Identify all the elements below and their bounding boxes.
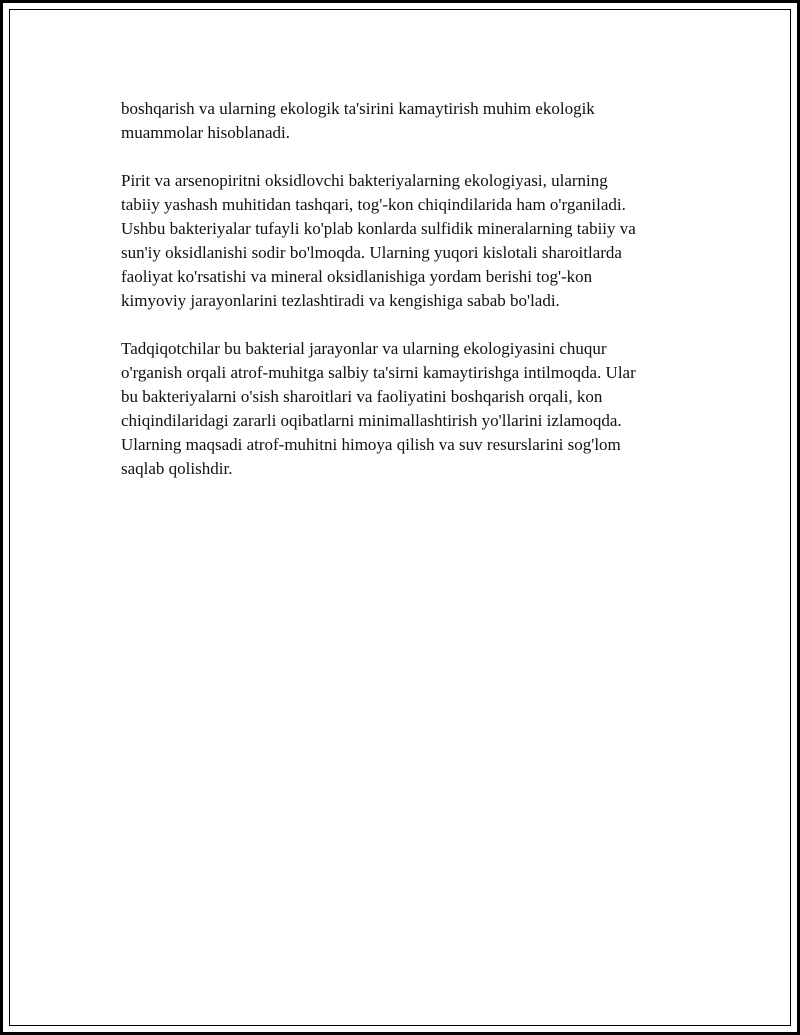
paragraph-2: Pirit va arsenopiritni oksidlovchi bakteriyalarning ekologiyasi, ularning tabiiy yashash muhitidan tashqari, tog'-kon chiqindilarida ham o'rganiladi. Ushbu bakteriyalar tufayli ko'plab konlarda sulfidik mineralarning tabiiy va sun'iy oksidlanishi sodir bo'lmoqda. Ularning yuqori kislotali sharoitlarda faoliyat ko'rsatishi va mineral oksidlanishiga yordam berishi tog'-kon kimyoviy jarayonlarini tezlashtiradi va kengishiga sabab bo'ladi. [121, 171, 636, 310]
paragraph-1: boshqarish va ularning ekologik ta'sirini kamaytirish muhim ekologik muammolar hisoblanadi. [121, 99, 595, 142]
paragraph-3: Tadqiqotchilar bu bakterial jarayonlar va ularning ekologiyasini chuqur o'rganish orqali atrof-muhitga salbiy ta'sirni kamaytirishga intilmoqda. Ular bu bakteriyalarni o'sish sharoitlari va faoliyatini boshqarish orqali, kon chiqindilaridagi zararli oqibatlarni minimallashtirish yo'llarini izlamoqda. Ularning maqsadi atrof-muhitni himoya qilish va suv resurslarini sog'lom saqlab qolishdir. [121, 339, 636, 478]
document-body [121, 97, 691, 505]
